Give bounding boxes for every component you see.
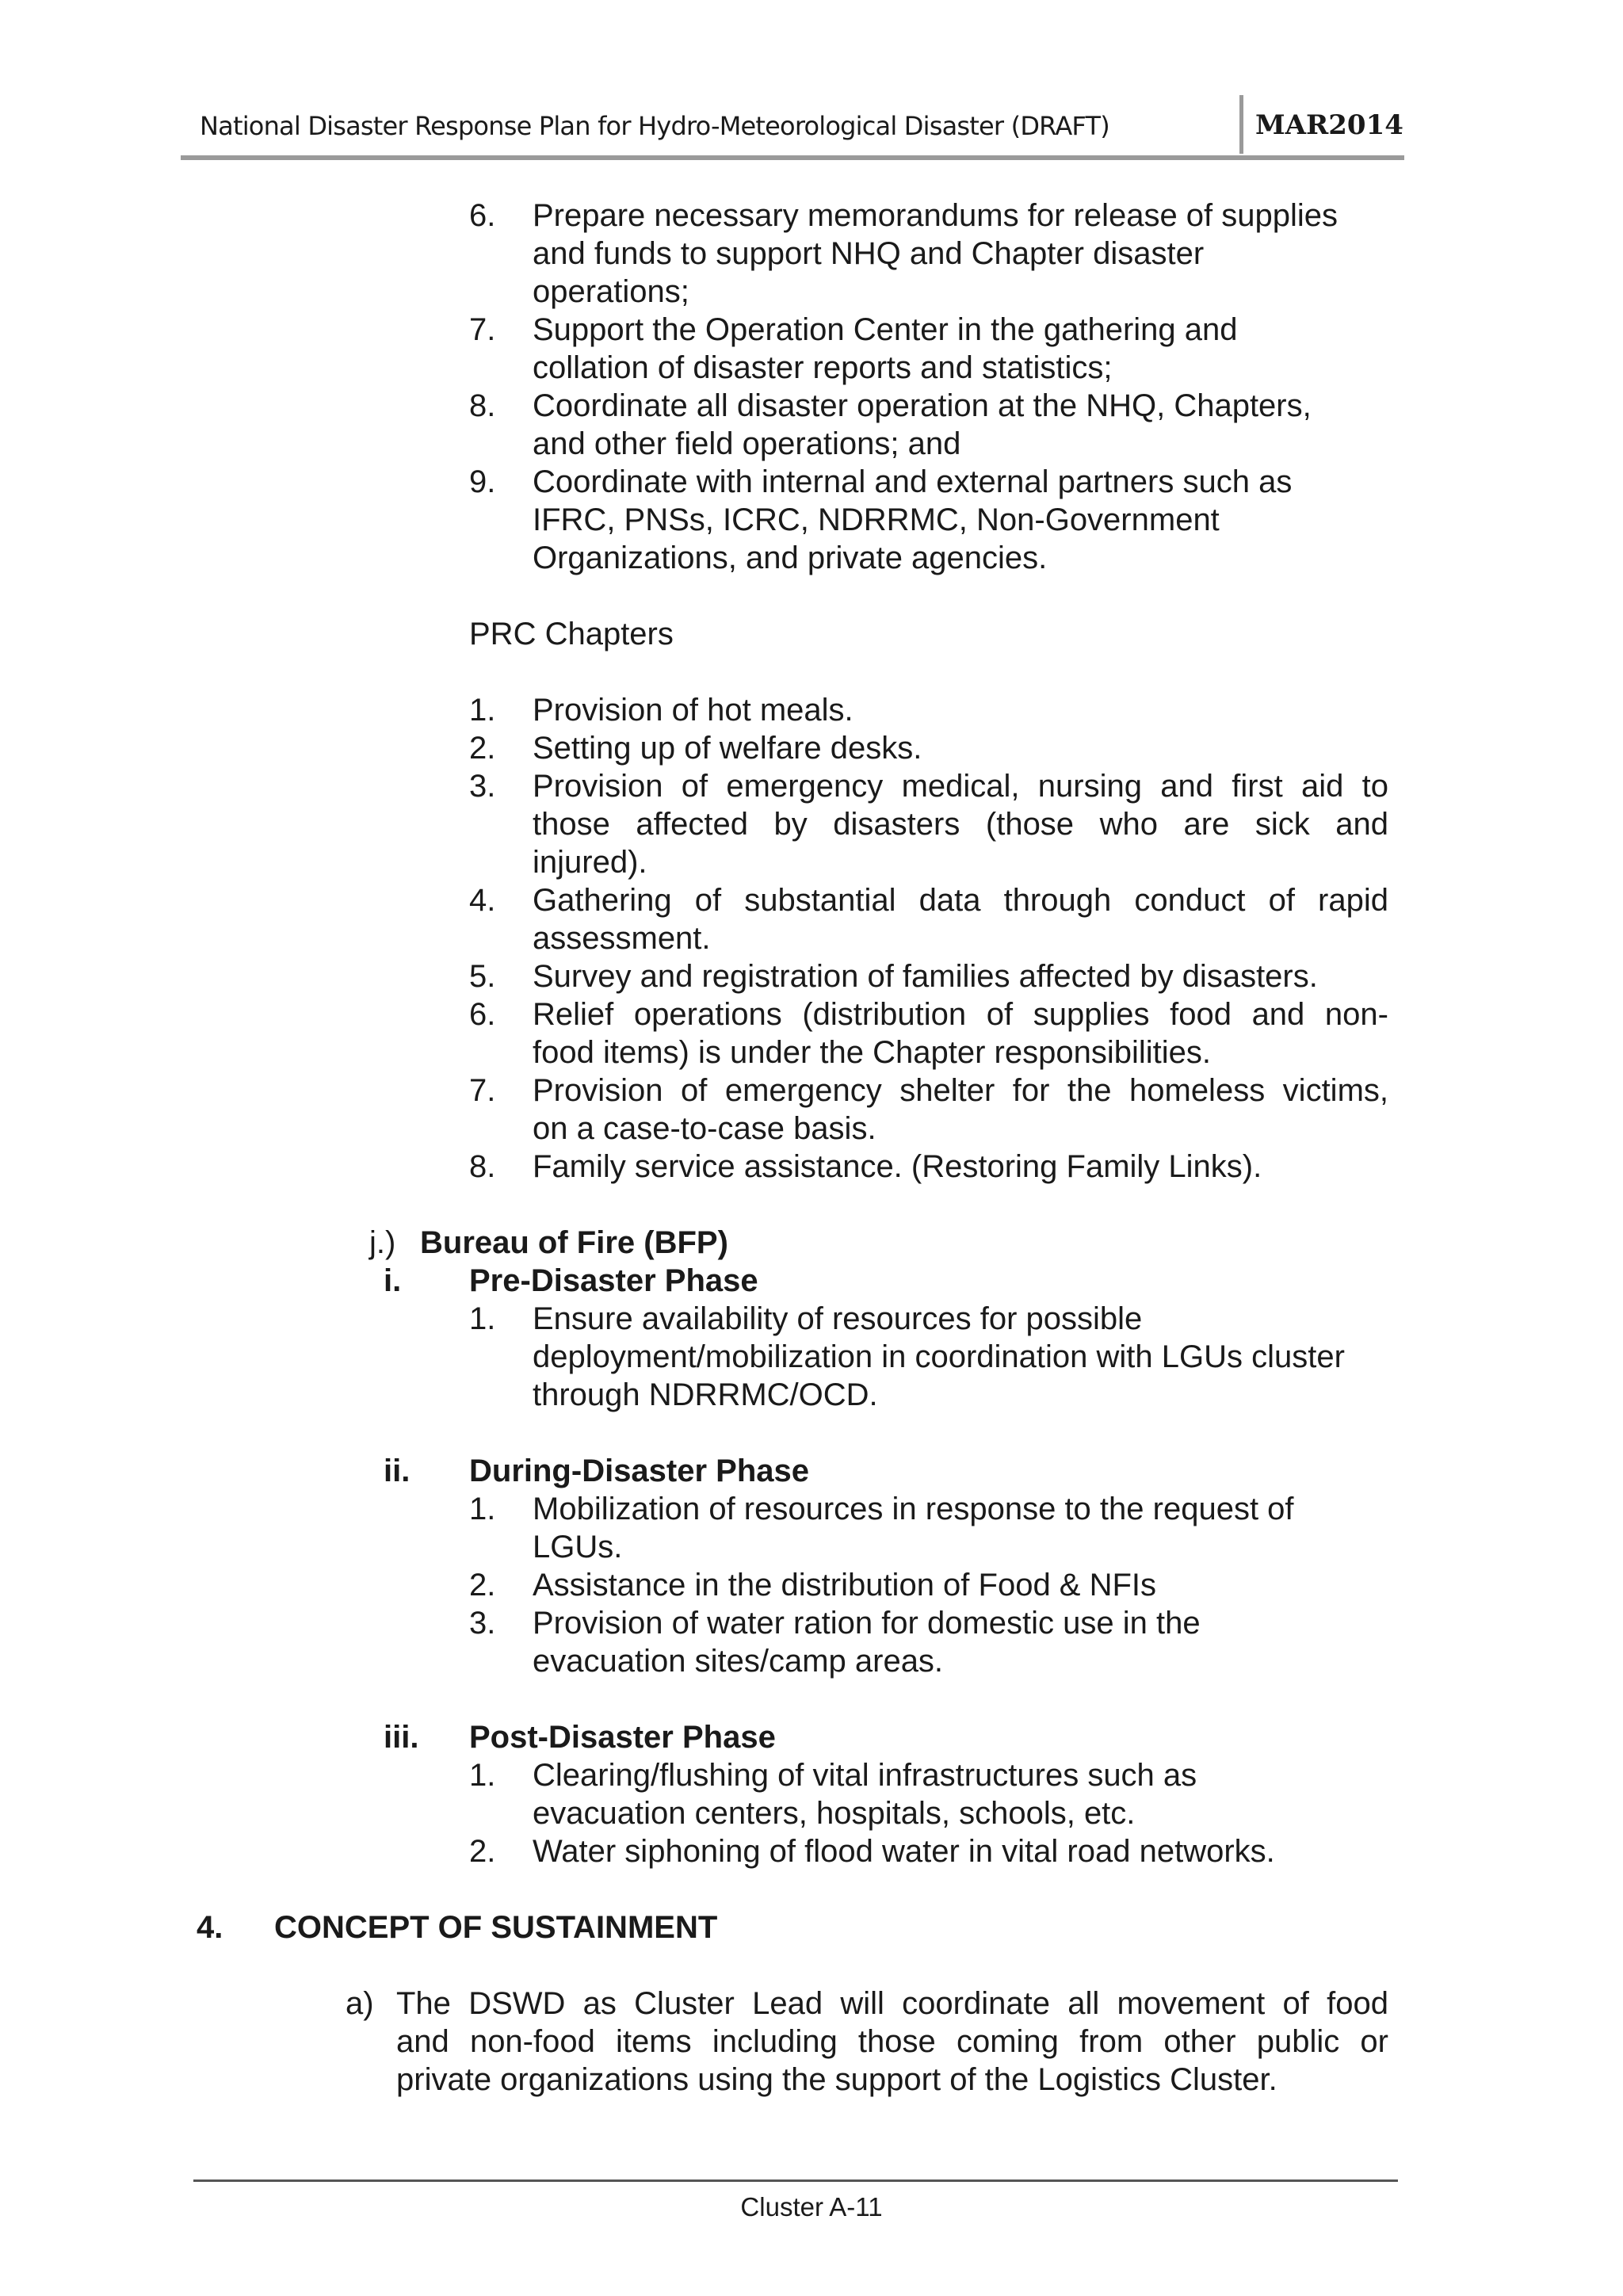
list-item-line: Clearing/flushing of vital infrastructures such as bbox=[533, 1758, 1197, 1793]
document-title: National Disaster Response Plan for Hydro-Meteorological Disaster (DRAFT) bbox=[200, 111, 1109, 141]
list-number: 6. bbox=[469, 997, 496, 1032]
list-number: 3. bbox=[469, 1606, 496, 1641]
list-item-line: evacuation centers, hospitals, schools, etc. bbox=[533, 1796, 1136, 1831]
list-item-line: Provision of emergency medical, nursing and first aid to bbox=[533, 769, 1388, 804]
phase-numeral: iii. bbox=[384, 1720, 419, 1755]
list-item-line: assessment. bbox=[533, 921, 711, 956]
phase-numeral: ii. bbox=[384, 1454, 411, 1488]
list-item-line: operations; bbox=[533, 274, 689, 309]
list-number: 8. bbox=[469, 1149, 496, 1184]
list-item-line: on a case-to-case basis. bbox=[533, 1111, 876, 1146]
list-item-line: Support the Operation Center in the gathering and bbox=[533, 312, 1238, 347]
phase-heading: Pre-Disaster Phase bbox=[469, 1263, 758, 1298]
list-number: 6. bbox=[469, 198, 496, 233]
list-item-line: Ensure availability of resources for possible bbox=[533, 1301, 1143, 1336]
list-number: 2. bbox=[469, 731, 496, 766]
list-number: 9. bbox=[469, 464, 496, 499]
section-heading: CONCEPT OF SUSTAINMENT bbox=[274, 1910, 718, 1945]
list-item-line: Provision of emergency shelter for the homeless victims, bbox=[533, 1073, 1388, 1108]
list-item-line: LGUs. bbox=[533, 1530, 623, 1564]
list-item-line: Prepare necessary memorandums for release of supplies bbox=[533, 198, 1338, 233]
list-item-line: and other field operations; and bbox=[533, 426, 961, 461]
list-number: 7. bbox=[469, 312, 496, 347]
document-date: MAR2014 bbox=[1255, 109, 1403, 141]
list-item-line: Provision of hot meals. bbox=[533, 693, 854, 728]
list-item-line: Setting up of welfare desks. bbox=[533, 731, 922, 766]
list-item-line: Mobilization of resources in response to the request of bbox=[533, 1492, 1294, 1526]
list-number: 4. bbox=[469, 883, 496, 918]
paragraph-line: The DSWD as Cluster Lead will coordinate all movement of food bbox=[396, 1986, 1388, 2021]
list-item-line: deployment/mobilization in coordination with LGUs cluster bbox=[533, 1339, 1345, 1374]
page-header bbox=[181, 94, 1404, 160]
list-item-line: Gathering of substantial data through conduct of rapid bbox=[533, 883, 1388, 918]
list-number: 1. bbox=[469, 1301, 496, 1336]
header-divider bbox=[1239, 95, 1243, 154]
list-item-line: Water siphoning of flood water in vital road networks. bbox=[533, 1834, 1275, 1869]
list-item-line: through NDRRMC/OCD. bbox=[533, 1377, 878, 1412]
footer-rule bbox=[193, 2179, 1398, 2182]
list-number: 1. bbox=[469, 1758, 496, 1793]
phase-numeral: i. bbox=[384, 1263, 402, 1298]
prc-chapters-heading: PRC Chapters bbox=[469, 617, 674, 651]
list-item-line: collation of disaster reports and statistics; bbox=[533, 350, 1113, 385]
paragraph-line: private organizations using the support of the Logistics Cluster. bbox=[396, 2062, 1277, 2097]
section-label: j.) bbox=[369, 1225, 396, 1260]
list-number: 8. bbox=[469, 388, 496, 423]
list-number: 1. bbox=[469, 693, 496, 728]
list-item-line: Family service assistance. (Restoring Family Links). bbox=[533, 1149, 1262, 1184]
list-item-line: food items) is under the Chapter responsibilities. bbox=[533, 1035, 1211, 1070]
list-item-line: Relief operations (distribution of supplies food and non- bbox=[533, 997, 1388, 1032]
paragraph-label: a) bbox=[346, 1986, 374, 2021]
phase-heading: Post-Disaster Phase bbox=[469, 1720, 776, 1755]
list-item-line: injured). bbox=[533, 845, 647, 880]
list-number: 1. bbox=[469, 1492, 496, 1526]
section-number: 4. bbox=[197, 1910, 223, 1945]
list-item-line: Survey and registration of families affected by disasters. bbox=[533, 959, 1318, 994]
page-footer: Cluster A-11 bbox=[740, 2192, 883, 2222]
paragraph-line: and non-food items including those coming from other public or bbox=[396, 2024, 1388, 2059]
list-item-line: Assistance in the distribution of Food & NFIs bbox=[533, 1568, 1157, 1603]
section-heading: Bureau of Fire (BFP) bbox=[420, 1225, 728, 1260]
list-item-line: Coordinate with internal and external partners such as bbox=[533, 464, 1293, 499]
list-number: 2. bbox=[469, 1834, 496, 1869]
list-number: 7. bbox=[469, 1073, 496, 1108]
list-number: 5. bbox=[469, 959, 496, 994]
list-item-line: Organizations, and private agencies. bbox=[533, 541, 1048, 575]
phase-heading: During-Disaster Phase bbox=[469, 1454, 810, 1488]
list-item-line: IFRC, PNSs, ICRC, NDRRMC, Non-Government bbox=[533, 502, 1220, 537]
list-item-line: and funds to support NHQ and Chapter disaster bbox=[533, 236, 1205, 271]
list-item-line: Coordinate all disaster operation at the NHQ, Chapters, bbox=[533, 388, 1312, 423]
list-number: 2. bbox=[469, 1568, 496, 1603]
list-item-line: Provision of water ration for domestic use in the bbox=[533, 1606, 1201, 1641]
header-rule bbox=[181, 155, 1404, 160]
list-item-line: those affected by disasters (those who are sick and bbox=[533, 807, 1388, 842]
list-item-line: evacuation sites/camp areas. bbox=[533, 1644, 944, 1679]
list-number: 3. bbox=[469, 769, 496, 804]
